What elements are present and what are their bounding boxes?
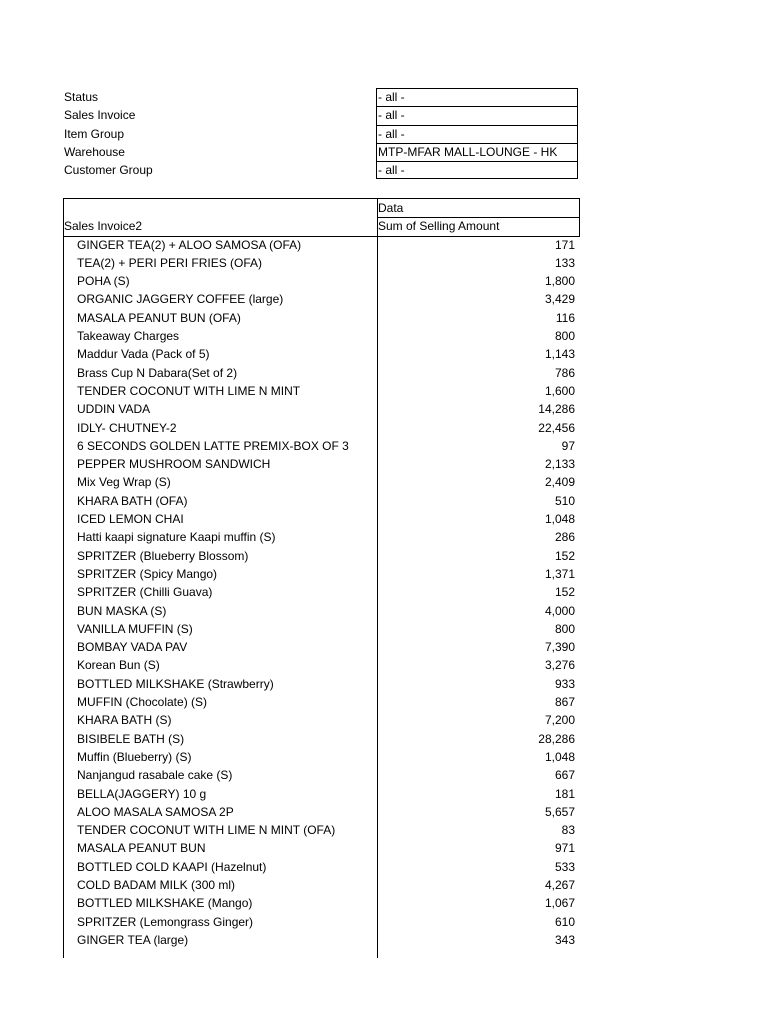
table-row[interactable] (64, 272, 580, 290)
table-row[interactable] (64, 730, 580, 748)
selling-amount: 7,200 (544, 713, 575, 728)
item-name: Korean Bun (S) (77, 658, 160, 673)
item-name: Nanjangud rasabale cake (S) (77, 768, 233, 783)
selling-amount: 28,286 (538, 731, 575, 746)
selling-amount: 3,276 (544, 658, 575, 673)
table-row[interactable] (64, 638, 580, 656)
item-name: KHARA BATH (OFA) (77, 493, 188, 508)
item-name: 6 SECONDS GOLDEN LATTE PREMIX-BOX OF 3 (77, 438, 349, 453)
table-row[interactable] (64, 803, 580, 821)
customer-group-filter-value[interactable]: - all - (376, 161, 578, 179)
item-name: BISIBELE BATH (S) (77, 731, 185, 746)
item-name: IDLY- CHUTNEY-2 (77, 420, 177, 435)
item-name: ORGANIC JAGGERY COFFEE (large) (77, 292, 284, 307)
pivot-rows (64, 236, 580, 950)
selling-amount: 97 (561, 438, 575, 453)
selling-amount: 867 (554, 695, 575, 710)
selling-amount: 4,267 (544, 877, 575, 892)
selling-amount: 667 (554, 768, 575, 783)
item-name: COLD BADAM MILK (300 ml) (77, 877, 236, 892)
table-row[interactable] (64, 455, 580, 473)
selling-amount: 533 (554, 859, 575, 874)
value-field-header[interactable]: Sum of Selling Amount (378, 219, 500, 234)
item-name: SPRITZER (Blueberry Blossom) (77, 548, 249, 563)
item-name: UDDIN VADA (77, 402, 151, 417)
table-row[interactable] (64, 839, 580, 857)
item-name: Brass Cup N Dabara(Set of 2) (77, 365, 238, 380)
table-row[interactable] (64, 547, 580, 565)
table-row[interactable] (64, 620, 580, 638)
table-row[interactable] (64, 711, 580, 729)
selling-amount: 933 (554, 676, 575, 691)
table-row[interactable] (64, 382, 580, 400)
table-row[interactable] (64, 602, 580, 620)
filter-customer-group (64, 161, 580, 179)
filter-item-group (64, 125, 580, 143)
selling-amount: 22,456 (538, 420, 575, 435)
table-row[interactable] (64, 565, 580, 583)
table-row[interactable] (64, 290, 580, 308)
table-row[interactable] (64, 510, 580, 528)
selling-amount: 1,600 (544, 383, 575, 398)
table-row[interactable] (64, 309, 580, 327)
table-row[interactable] (64, 913, 580, 931)
table-row[interactable] (64, 583, 580, 601)
selling-amount: 800 (554, 329, 575, 344)
selling-amount: 610 (554, 914, 575, 929)
item-name: BELLA(JAGGERY) 10 g (77, 786, 207, 801)
filter-label: Sales Invoice (64, 108, 136, 123)
item-name: Takeaway Charges (77, 329, 180, 344)
item-name: SPRITZER (Spicy Mango) (77, 566, 218, 581)
selling-amount: 1,067 (544, 896, 575, 911)
item-name: BUN MASKA (S) (77, 603, 167, 618)
table-row[interactable] (64, 858, 580, 876)
selling-amount: 286 (554, 530, 575, 545)
item-name: MUFFIN (Chocolate) (S) (77, 695, 208, 710)
table-row[interactable] (64, 327, 580, 345)
item-name: TENDER COCONUT WITH LIME N MINT (OFA) (77, 823, 336, 838)
selling-amount: 171 (554, 237, 575, 252)
selling-amount: 181 (554, 786, 575, 801)
table-row[interactable] (64, 528, 580, 546)
table-row[interactable] (64, 931, 580, 949)
table-row[interactable] (64, 785, 580, 803)
table-row[interactable] (64, 656, 580, 674)
status-filter-value[interactable]: - all - (376, 88, 578, 106)
item-name: Muffin (Blueberry) (S) (77, 749, 192, 764)
filter-warehouse (64, 143, 580, 161)
item-name: BOMBAY VADA PAV (77, 640, 188, 655)
table-row[interactable] (64, 693, 580, 711)
item-name: SPRITZER (Chilli Guava) (77, 585, 213, 600)
item-name: KHARA BATH (S) (77, 713, 172, 728)
table-row[interactable] (64, 748, 580, 766)
selling-amount: 786 (554, 365, 575, 380)
table-row[interactable] (64, 492, 580, 510)
item-name: TENDER COCONUT WITH LIME N MINT (77, 383, 301, 398)
filter-label: Item Group (64, 126, 125, 141)
filter-label: Customer Group (64, 163, 153, 178)
table-row[interactable] (64, 675, 580, 693)
row-field-header[interactable]: Sales Invoice2 (64, 219, 143, 234)
selling-amount: 800 (554, 621, 575, 636)
table-row[interactable] (64, 236, 580, 254)
item-group-filter-value[interactable]: - all - (376, 125, 578, 143)
selling-amount: 1,048 (544, 749, 575, 764)
filter-status (64, 88, 580, 106)
item-name: Maddur Vada (Pack of 5) (77, 347, 210, 362)
item-name: Hatti kaapi signature Kaapi muffin (S) (77, 530, 276, 545)
selling-amount: 1,371 (544, 566, 575, 581)
table-row[interactable] (64, 419, 580, 437)
table-row[interactable] (64, 254, 580, 272)
warehouse-filter-value[interactable]: MTP-MFAR MALL-LOUNGE - HK (376, 143, 578, 161)
selling-amount: 152 (554, 585, 575, 600)
selling-amount: 1,800 (544, 274, 575, 289)
selling-amount: 116 (555, 310, 575, 325)
item-name: Mix Veg Wrap (S) (77, 475, 171, 490)
item-name: VANILLA MUFFIN (S) (77, 621, 193, 636)
selling-amount: 3,429 (544, 292, 575, 307)
selling-amount: 510 (554, 493, 575, 508)
table-row[interactable] (64, 821, 580, 839)
selling-amount: 152 (554, 548, 575, 563)
selling-amount: 5,657 (544, 804, 575, 819)
item-name: BOTTLED MILKSHAKE (Strawberry) (77, 676, 274, 691)
item-name: GINGER TEA (large) (77, 932, 189, 947)
item-name: POHA (S) (77, 274, 130, 289)
selling-amount: 971 (554, 841, 575, 856)
item-name: BOTTLED MILKSHAKE (Mango) (77, 896, 253, 911)
report-filters (64, 88, 580, 179)
selling-amount: 1,143 (544, 347, 575, 362)
selling-amount: 1,048 (544, 512, 575, 527)
filter-label: Status (64, 90, 99, 104)
selling-amount: 83 (561, 823, 575, 838)
sales-invoice-filter-value[interactable]: - all - (376, 106, 578, 124)
selling-amount: 4,000 (544, 603, 575, 618)
item-name: BOTTLED COLD KAAPI (Hazelnut) (77, 859, 267, 874)
item-name: ALOO MASALA SAMOSA 2P (77, 804, 234, 819)
table-row[interactable] (64, 876, 580, 894)
data-header[interactable]: Data (378, 201, 404, 215)
table-row[interactable] (64, 437, 580, 455)
item-name: TEA(2) + PERI PERI FRIES (OFA) (77, 255, 263, 270)
pivot-table (63, 198, 580, 958)
table-row[interactable] (64, 400, 580, 418)
filter-label: Warehouse (64, 144, 125, 159)
selling-amount: 2,133 (544, 457, 575, 472)
item-name: MASALA PEANUT BUN (77, 841, 206, 856)
filter-sales-invoice (64, 106, 580, 124)
item-name: ICED LEMON CHAI (77, 512, 184, 527)
table-row[interactable] (64, 473, 580, 491)
selling-amount: 343 (554, 932, 575, 947)
selling-amount: 7,390 (544, 640, 575, 655)
item-name: SPRITZER (Lemongrass Ginger) (77, 914, 254, 929)
item-name: MASALA PEANUT BUN (OFA) (77, 310, 241, 325)
selling-amount: 133 (554, 255, 575, 270)
item-name: PEPPER MUSHROOM SANDWICH (77, 457, 271, 472)
table-row[interactable] (64, 894, 580, 912)
selling-amount: 14,286 (538, 402, 575, 417)
table-row[interactable] (64, 345, 580, 363)
selling-amount: 2,409 (544, 475, 575, 490)
table-row[interactable] (64, 364, 580, 382)
item-name: GINGER TEA(2) + ALOO SAMOSA (OFA) (77, 237, 302, 252)
table-row[interactable] (64, 766, 580, 784)
